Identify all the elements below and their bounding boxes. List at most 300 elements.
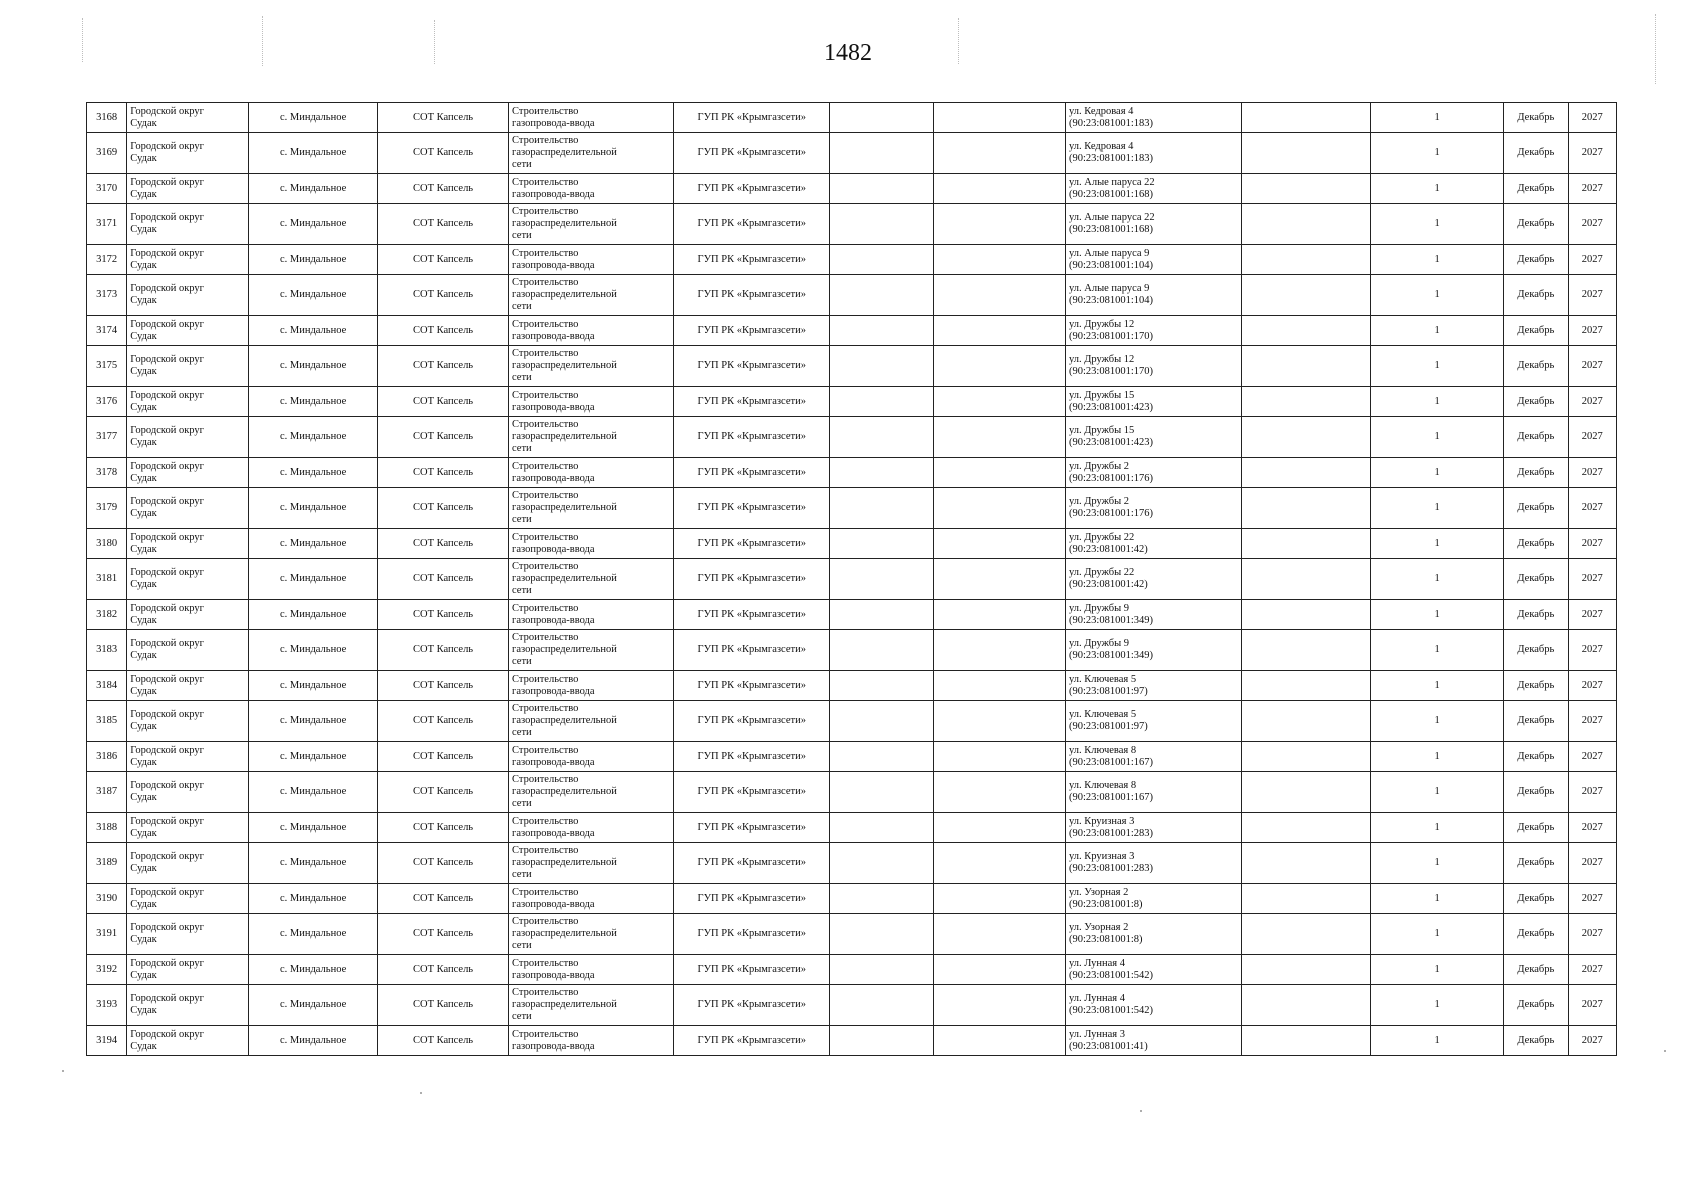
address-cell [1065, 701, 1241, 742]
address-cell-line: ул. Ключевая 8 [1068, 744, 1137, 756]
village-cell: с. Миндальное [249, 884, 378, 914]
organization-cell: ГУП РК «Крымгазсети» [674, 103, 830, 133]
table-row [87, 346, 1617, 387]
district-cell-line: Городской округ [130, 389, 204, 401]
address-cell-line: (90:23:081001:183) [1068, 153, 1153, 164]
address-cell-line: (90:23:081001:349) [1068, 614, 1153, 626]
work-type-cell-line: газораспределительной [512, 715, 617, 726]
work-type-cell-line: сети [512, 940, 532, 951]
quantity-cell: 1 [1371, 1026, 1504, 1056]
address-cell [1065, 458, 1241, 488]
district-cell-line: Судак [130, 153, 157, 164]
empty-cell [934, 103, 1066, 133]
sot-cell: СОТ Капсель [378, 417, 509, 458]
organization-cell: ГУП РК «Крымгазсети» [674, 346, 830, 387]
organization-cell: ГУП РК «Крымгазсети» [674, 275, 830, 316]
organization-cell: ГУП РК «Крымгазсети» [674, 955, 830, 985]
empty-cell [830, 914, 934, 955]
year-cell: 2027 [1568, 559, 1616, 600]
village-cell: с. Миндальное [249, 529, 378, 559]
district-cell-line: Городской округ [130, 212, 204, 223]
district-cell-line: Городской округ [130, 815, 204, 827]
table-row [87, 458, 1617, 488]
empty-cell [934, 275, 1066, 316]
sot-cell: СОТ Капсель [378, 742, 509, 772]
address-cell-line: ул. Кедровая 4 [1068, 141, 1134, 152]
work-type-cell-line: газораспределительной [512, 999, 617, 1010]
district-cell-line: Судак [130, 366, 157, 377]
village-cell: с. Миндальное [249, 133, 378, 174]
address-cell-line: (90:23:081001:542) [1068, 1005, 1153, 1016]
district-cell [127, 1026, 249, 1056]
row-number-cell: 3170 [87, 174, 127, 204]
work-type-cell [509, 884, 674, 914]
work-type-cell-line: Строительство [512, 460, 579, 472]
work-type-cell-line: сети [512, 727, 532, 738]
empty-cell [830, 103, 934, 133]
organization-cell: ГУП РК «Крымгазсети» [674, 600, 830, 630]
district-cell-line: Городской округ [130, 602, 204, 614]
organization-cell: ГУП РК «Крымгазсети» [674, 387, 830, 417]
district-cell-line: Городской округ [130, 247, 204, 259]
empty-cell [934, 630, 1066, 671]
district-cell-line: Городской округ [130, 460, 204, 472]
quantity-cell: 1 [1371, 417, 1504, 458]
district-cell-line: Городской округ [130, 886, 204, 898]
work-type-cell-line: газораспределительной [512, 289, 617, 300]
district-cell-line: Судак [130, 224, 157, 235]
district-cell-line: Городской округ [130, 176, 204, 188]
empty-cell [830, 387, 934, 417]
district-cell [127, 488, 249, 529]
district-cell-line: Городской округ [130, 567, 204, 578]
village-cell: с. Миндальное [249, 488, 378, 529]
organization-cell: ГУП РК «Крымгазсети» [674, 204, 830, 245]
month-cell: Декабрь [1504, 346, 1568, 387]
village-cell: с. Миндальное [249, 458, 378, 488]
work-type-cell-line: газопровода-ввода [512, 1040, 595, 1052]
year-cell: 2027 [1568, 103, 1616, 133]
empty-cell [1242, 985, 1371, 1026]
address-cell [1065, 417, 1241, 458]
work-type-cell [509, 671, 674, 701]
row-number-cell: 3194 [87, 1026, 127, 1056]
month-cell: Декабрь [1504, 458, 1568, 488]
work-type-cell [509, 174, 674, 204]
empty-cell [1242, 742, 1371, 772]
district-cell [127, 529, 249, 559]
sot-cell: СОТ Капсель [378, 914, 509, 955]
address-cell-line: (90:23:081001:104) [1068, 295, 1153, 306]
empty-cell [934, 133, 1066, 174]
empty-cell [830, 701, 934, 742]
work-type-cell [509, 488, 674, 529]
address-cell-line: ул. Ключевая 8 [1068, 780, 1137, 791]
table-row [87, 275, 1617, 316]
registry-table [86, 102, 1617, 1056]
empty-cell [934, 417, 1066, 458]
row-number-cell: 3186 [87, 742, 127, 772]
month-cell: Декабрь [1504, 316, 1568, 346]
address-cell-line: ул. Лунная 4 [1068, 993, 1125, 1004]
work-type-cell [509, 417, 674, 458]
district-cell [127, 600, 249, 630]
village-cell: с. Миндальное [249, 174, 378, 204]
table-row [87, 701, 1617, 742]
scan-artifact [82, 18, 83, 62]
work-type-cell-line: сети [512, 656, 532, 667]
table-row [87, 204, 1617, 245]
work-type-cell-line: Строительство [512, 348, 579, 359]
address-cell [1065, 671, 1241, 701]
district-cell-line: Городской округ [130, 744, 204, 756]
district-cell [127, 884, 249, 914]
registry-body [87, 103, 1617, 1056]
village-cell: с. Миндальное [249, 742, 378, 772]
district-cell [127, 458, 249, 488]
address-cell-line: ул. Дружбы 2 [1068, 460, 1130, 472]
district-cell [127, 245, 249, 275]
work-type-cell-line: газопровода-ввода [512, 330, 595, 342]
address-cell-line: (90:23:081001:42) [1068, 579, 1148, 590]
address-cell-line: (90:23:081001:167) [1068, 792, 1153, 803]
year-cell: 2027 [1568, 133, 1616, 174]
work-type-cell-line: Строительство [512, 703, 579, 714]
row-number-cell: 3171 [87, 204, 127, 245]
sot-cell: СОТ Капсель [378, 529, 509, 559]
table-row [87, 559, 1617, 600]
empty-cell [1242, 559, 1371, 600]
work-type-cell-line: Строительство [512, 135, 579, 146]
month-cell: Декабрь [1504, 1026, 1568, 1056]
address-cell [1065, 843, 1241, 884]
work-type-cell [509, 387, 674, 417]
village-cell: с. Миндальное [249, 813, 378, 843]
address-cell-line: ул. Дружбы 22 [1068, 531, 1135, 543]
address-cell-line: (90:23:081001:170) [1068, 366, 1153, 377]
work-type-cell-line: сети [512, 514, 532, 525]
address-cell-line: (90:23:081001:423) [1068, 437, 1153, 448]
row-number-cell: 3183 [87, 630, 127, 671]
work-type-cell [509, 600, 674, 630]
district-cell [127, 346, 249, 387]
work-type-cell-line: газораспределительной [512, 928, 617, 939]
work-type-cell-line: Строительство [512, 957, 579, 969]
month-cell: Декабрь [1504, 275, 1568, 316]
address-cell-line: ул. Алые паруса 9 [1068, 247, 1150, 259]
empty-cell [830, 772, 934, 813]
empty-cell [830, 346, 934, 387]
work-type-cell-line: сети [512, 585, 532, 596]
address-cell [1065, 630, 1241, 671]
work-type-cell-line: газопровода-ввода [512, 401, 595, 413]
district-cell-line: Городской округ [130, 709, 204, 720]
district-cell-line: Судак [130, 792, 157, 803]
empty-cell [830, 813, 934, 843]
month-cell: Декабрь [1504, 985, 1568, 1026]
work-type-cell [509, 559, 674, 600]
empty-cell [1242, 529, 1371, 559]
quantity-cell: 1 [1371, 884, 1504, 914]
organization-cell: ГУП РК «Крымгазсети» [674, 884, 830, 914]
organization-cell: ГУП РК «Крымгазсети» [674, 701, 830, 742]
month-cell: Декабрь [1504, 174, 1568, 204]
organization-cell: ГУП РК «Крымгазсети» [674, 772, 830, 813]
row-number-cell: 3168 [87, 103, 127, 133]
district-cell-line: Судак [130, 117, 157, 129]
address-cell-line: (90:23:081001:97) [1068, 721, 1148, 732]
work-type-cell [509, 458, 674, 488]
year-cell: 2027 [1568, 417, 1616, 458]
row-number-cell: 3185 [87, 701, 127, 742]
empty-cell [1242, 417, 1371, 458]
row-number-cell: 3180 [87, 529, 127, 559]
month-cell: Декабрь [1504, 103, 1568, 133]
organization-cell: ГУП РК «Крымгазсети» [674, 813, 830, 843]
district-cell-line: Судак [130, 969, 157, 981]
row-number-cell: 3175 [87, 346, 127, 387]
organization-cell: ГУП РК «Крымгазсети» [674, 559, 830, 600]
year-cell: 2027 [1568, 813, 1616, 843]
address-cell-line: ул. Алые паруса 9 [1068, 283, 1150, 294]
quantity-cell: 1 [1371, 985, 1504, 1026]
row-number-cell: 3190 [87, 884, 127, 914]
address-cell [1065, 133, 1241, 174]
empty-cell [830, 488, 934, 529]
sot-cell: СОТ Капсель [378, 671, 509, 701]
district-cell-line: Городской округ [130, 283, 204, 294]
district-cell [127, 174, 249, 204]
sot-cell: СОТ Капсель [378, 559, 509, 600]
empty-cell [1242, 843, 1371, 884]
row-number-cell: 3182 [87, 600, 127, 630]
quantity-cell: 1 [1371, 316, 1504, 346]
empty-cell [934, 955, 1066, 985]
work-type-cell [509, 529, 674, 559]
empty-cell [830, 458, 934, 488]
sot-cell: СОТ Капсель [378, 103, 509, 133]
district-cell [127, 701, 249, 742]
row-number-cell: 3191 [87, 914, 127, 955]
work-type-cell-line: Строительство [512, 744, 579, 756]
month-cell: Декабрь [1504, 488, 1568, 529]
village-cell: с. Миндальное [249, 275, 378, 316]
sot-cell: СОТ Капсель [378, 275, 509, 316]
month-cell: Декабрь [1504, 204, 1568, 245]
work-type-cell-line: Строительство [512, 987, 579, 998]
empty-cell [934, 671, 1066, 701]
address-cell-line: ул. Дружбы 22 [1068, 567, 1135, 578]
quantity-cell: 1 [1371, 387, 1504, 417]
year-cell: 2027 [1568, 529, 1616, 559]
year-cell: 2027 [1568, 955, 1616, 985]
address-cell-line: (90:23:081001:42) [1068, 543, 1148, 555]
work-type-cell-line: газораспределительной [512, 360, 617, 371]
address-cell-line: (90:23:081001:8) [1068, 898, 1143, 910]
address-cell-line: (90:23:081001:41) [1068, 1040, 1148, 1052]
year-cell: 2027 [1568, 884, 1616, 914]
row-number-cell: 3178 [87, 458, 127, 488]
empty-cell [830, 843, 934, 884]
work-type-cell-line: Строительство [512, 176, 579, 188]
work-type-cell-line: Строительство [512, 1028, 579, 1040]
empty-cell [934, 843, 1066, 884]
quantity-cell: 1 [1371, 843, 1504, 884]
empty-cell [934, 701, 1066, 742]
district-cell-line: Судак [130, 401, 157, 413]
village-cell: с. Миндальное [249, 103, 378, 133]
year-cell: 2027 [1568, 387, 1616, 417]
year-cell: 2027 [1568, 488, 1616, 529]
month-cell: Декабрь [1504, 772, 1568, 813]
address-cell [1065, 985, 1241, 1026]
empty-cell [830, 316, 934, 346]
row-number-cell: 3187 [87, 772, 127, 813]
table-row [87, 600, 1617, 630]
address-cell-line: ул. Дружбы 9 [1068, 638, 1130, 649]
empty-cell [934, 346, 1066, 387]
month-cell: Декабрь [1504, 813, 1568, 843]
empty-cell [830, 245, 934, 275]
sot-cell: СОТ Капсель [378, 346, 509, 387]
address-cell-line: (90:23:081001:176) [1068, 472, 1153, 484]
village-cell: с. Миндальное [249, 630, 378, 671]
district-cell [127, 914, 249, 955]
quantity-cell: 1 [1371, 671, 1504, 701]
address-cell-line: (90:23:081001:168) [1068, 188, 1153, 200]
year-cell: 2027 [1568, 316, 1616, 346]
address-cell [1065, 600, 1241, 630]
table-row [87, 417, 1617, 458]
work-type-cell-line: Строительство [512, 247, 579, 259]
address-cell-line: ул. Дружбы 12 [1068, 318, 1135, 330]
district-cell-line: Судак [130, 863, 157, 874]
empty-cell [1242, 813, 1371, 843]
quantity-cell: 1 [1371, 488, 1504, 529]
sot-cell: СОТ Капсель [378, 955, 509, 985]
district-cell [127, 843, 249, 884]
organization-cell: ГУП РК «Крымгазсети» [674, 133, 830, 174]
work-type-cell [509, 701, 674, 742]
empty-cell [934, 884, 1066, 914]
district-cell [127, 742, 249, 772]
district-cell [127, 813, 249, 843]
organization-cell: ГУП РК «Крымгазсети» [674, 488, 830, 529]
table-row [87, 914, 1617, 955]
address-cell-line: ул. Алые паруса 22 [1068, 212, 1155, 223]
year-cell: 2027 [1568, 174, 1616, 204]
table-row [87, 1026, 1617, 1056]
empty-cell [830, 417, 934, 458]
address-cell-line: ул. Дружбы 15 [1068, 389, 1135, 401]
work-type-cell-line: сети [512, 798, 532, 809]
scan-artifact [958, 18, 959, 64]
district-cell-line: Судак [130, 650, 157, 661]
empty-cell [934, 1026, 1066, 1056]
empty-cell [830, 884, 934, 914]
district-cell [127, 772, 249, 813]
organization-cell: ГУП РК «Крымгазсети» [674, 1026, 830, 1056]
work-type-cell [509, 346, 674, 387]
year-cell: 2027 [1568, 701, 1616, 742]
work-type-cell-line: газопровода-ввода [512, 117, 595, 129]
empty-cell [1242, 884, 1371, 914]
district-cell [127, 630, 249, 671]
scan-artifact [62, 1070, 64, 1072]
work-type-cell-line: газораспределительной [512, 786, 617, 797]
table-row [87, 630, 1617, 671]
district-cell [127, 133, 249, 174]
sot-cell: СОТ Капсель [378, 245, 509, 275]
empty-cell [1242, 174, 1371, 204]
address-cell [1065, 275, 1241, 316]
organization-cell: ГУП РК «Крымгазсети» [674, 316, 830, 346]
address-cell [1065, 955, 1241, 985]
quantity-cell: 1 [1371, 174, 1504, 204]
quantity-cell: 1 [1371, 701, 1504, 742]
year-cell: 2027 [1568, 772, 1616, 813]
quantity-cell: 1 [1371, 600, 1504, 630]
work-type-cell-line: Строительство [512, 419, 579, 430]
work-type-cell-line: Строительство [512, 673, 579, 685]
row-number-cell: 3179 [87, 488, 127, 529]
address-cell-line: (90:23:081001:167) [1068, 756, 1153, 768]
empty-cell [934, 813, 1066, 843]
empty-cell [1242, 103, 1371, 133]
district-cell-line: Городской округ [130, 851, 204, 862]
address-cell-line: (90:23:081001:104) [1068, 259, 1153, 271]
work-type-cell [509, 985, 674, 1026]
district-cell-line: Судак [130, 437, 157, 448]
work-type-cell [509, 630, 674, 671]
address-cell-line: ул. Алые паруса 22 [1068, 176, 1155, 188]
address-cell-line: ул. Круизная 3 [1068, 851, 1135, 862]
district-cell [127, 204, 249, 245]
district-cell [127, 387, 249, 417]
empty-cell [1242, 671, 1371, 701]
table-row [87, 174, 1617, 204]
work-type-cell-line: газопровода-ввода [512, 969, 595, 981]
address-cell-line: (90:23:081001:349) [1068, 650, 1153, 661]
empty-cell [830, 985, 934, 1026]
table-row [87, 884, 1617, 914]
work-type-cell-line: газораспределительной [512, 431, 617, 442]
sot-cell: СОТ Капсель [378, 133, 509, 174]
address-cell [1065, 529, 1241, 559]
organization-cell: ГУП РК «Крымгазсети» [674, 671, 830, 701]
month-cell: Декабрь [1504, 559, 1568, 600]
quantity-cell: 1 [1371, 245, 1504, 275]
village-cell: с. Миндальное [249, 843, 378, 884]
empty-cell [1242, 488, 1371, 529]
row-number-cell: 3177 [87, 417, 127, 458]
work-type-cell-line: газопровода-ввода [512, 827, 595, 839]
year-cell: 2027 [1568, 671, 1616, 701]
sot-cell: СОТ Капсель [378, 204, 509, 245]
sot-cell: СОТ Капсель [378, 813, 509, 843]
district-cell [127, 275, 249, 316]
address-cell-line: ул. Дружбы 12 [1068, 354, 1135, 365]
address-cell-line: (90:23:081001:8) [1068, 934, 1143, 945]
empty-cell [830, 600, 934, 630]
sot-cell: СОТ Капсель [378, 985, 509, 1026]
empty-cell [1242, 204, 1371, 245]
month-cell: Декабрь [1504, 133, 1568, 174]
work-type-cell-line: Строительство [512, 602, 579, 614]
empty-cell [934, 742, 1066, 772]
quantity-cell: 1 [1371, 813, 1504, 843]
address-cell-line: (90:23:081001:176) [1068, 508, 1153, 519]
